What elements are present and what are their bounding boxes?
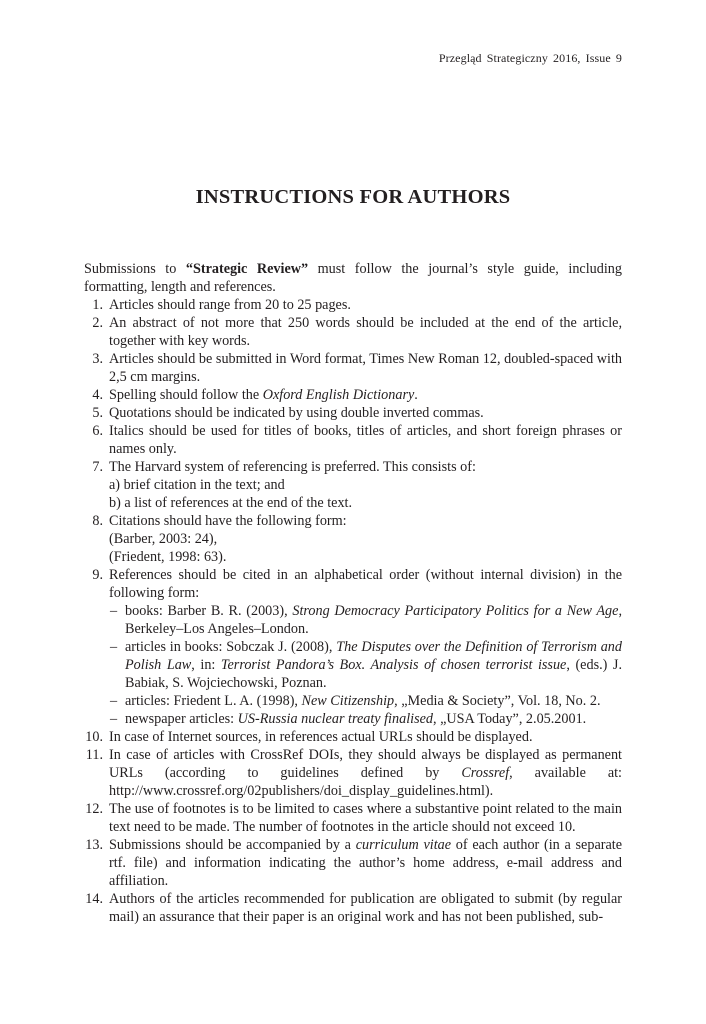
ref-title: US-Russia nuclear treaty finalised <box>237 711 433 727</box>
item-text: Italics should be used for titles of books, titles of articles, and short foreign phrases or names only. <box>109 423 622 457</box>
ref-text: , „USA Today”, 2.05.2001. <box>433 711 587 727</box>
reference-example <box>109 638 622 692</box>
item-text: , available at: http://www.crossref.org/02publishers/doi_display_guidelines.html). <box>109 765 622 799</box>
item-number: 13. <box>85 837 103 853</box>
item-number: 4. <box>92 387 103 403</box>
item-text: Submissions should be accompanied by a <box>109 837 356 853</box>
list-item <box>84 422 622 458</box>
intro-paragraph <box>84 260 622 296</box>
ref-text: , Berkeley–Los Angeles–London. <box>125 603 622 637</box>
dash-marker: – <box>110 603 118 619</box>
item-number: 9. <box>92 567 103 583</box>
item-text: Quotations should be indicated by using double inverted commas. <box>109 405 484 421</box>
list-item <box>84 386 622 404</box>
list-item <box>84 458 622 512</box>
item-number: 5. <box>92 405 103 421</box>
list-item <box>84 314 622 350</box>
instruction-list <box>84 296 622 926</box>
item-number: 6. <box>92 423 103 439</box>
intro-pre: Submissions to <box>84 261 186 277</box>
item-number: 14. <box>85 891 103 907</box>
item-number: 1. <box>92 297 103 313</box>
item-text: Articles should be submitted in Word format, Times New Roman 12, doubled-spaced with 2,5 cm margins. <box>109 351 622 385</box>
item-text: The Harvard system of referencing is preferred. This consists of: <box>109 459 476 475</box>
dash-marker: – <box>110 639 118 655</box>
item-text-italic: Oxford English Dictionary <box>262 387 415 403</box>
item-text: An abstract of not more that 250 words should be included at the end of the article, together with key words. <box>109 315 622 349</box>
dash-marker: – <box>110 711 118 727</box>
item-text: Articles should range from 20 to 25 pages. <box>109 297 351 313</box>
item-text: References should be cited in an alphabetical order (without internal division) in the following form: <box>109 567 622 601</box>
ref-text: books: Barber B. R. (2003), <box>125 603 293 619</box>
page-title: INSTRUCTIONS FOR AUTHORS <box>195 186 511 208</box>
list-item <box>84 404 622 422</box>
ref-title: New Citizenship <box>301 693 395 709</box>
list-item <box>84 728 622 746</box>
item-text-italic: Crossref <box>461 765 510 781</box>
reference-example <box>109 602 622 638</box>
list-item <box>84 746 622 800</box>
ref-title: The Disputes over the Definition of Terrorism and Polish Law <box>125 639 622 673</box>
item-number: 8. <box>92 513 103 529</box>
ref-title: Terrorist Pandora’s Box. Analysis of chosen terrorist issue <box>220 657 567 673</box>
dash-marker: – <box>110 693 118 709</box>
running-header: Przegląd Strategiczny 2016, Issue 9 <box>438 51 622 65</box>
item-text: Authors of the articles recommended for publication are obligated to submit (by regular mail) an assurance that their paper is an original work and has not been published, sub- <box>109 891 622 925</box>
list-item <box>84 800 622 836</box>
list-item <box>84 566 622 728</box>
ref-text: , (eds.) J. Babiak, S. Wojciechowski, Poznan. <box>125 657 622 691</box>
instructions-body <box>84 260 622 926</box>
item-text: Spelling should follow the <box>109 387 263 403</box>
item-number: 11. <box>85 747 103 763</box>
sub-item: b) a list of references at the end of the text. <box>109 495 353 511</box>
item-text: Citations should have the following form: <box>109 513 347 529</box>
item-number: 2. <box>92 315 103 331</box>
item-number: 7. <box>92 459 103 475</box>
list-item <box>84 512 622 566</box>
reference-example <box>109 692 622 710</box>
ref-text: , „Media & Society”, Vol. 18, No. 2. <box>394 693 601 709</box>
list-item <box>84 890 622 926</box>
citation-example: (Friedent, 1998: 63). <box>109 549 227 565</box>
item-number: 3. <box>92 351 103 367</box>
ref-text: newspaper articles: <box>125 711 238 727</box>
ref-text: articles: Friedent L. A. (1998), <box>125 693 302 709</box>
list-item <box>84 296 622 314</box>
sub-item: a) brief citation in the text; and <box>109 477 285 493</box>
item-text-italic: curriculum vitae <box>355 837 452 853</box>
item-number: 12. <box>85 801 103 817</box>
reference-examples <box>109 602 622 728</box>
item-text: In case of Internet sources, in references actual URLs should be displayed. <box>109 729 533 745</box>
list-item <box>84 836 622 890</box>
list-item <box>84 350 622 386</box>
intro-post: must follow the journal’s style guide, including formatting, length and references. <box>84 261 622 295</box>
ref-title: Strong Democracy Participatory Politics for a New Age <box>292 603 619 619</box>
item-text: In case of articles with CrossRef DOIs, they should always be displayed as permanent URLs (according to guidelines defined by <box>109 747 622 781</box>
item-text: of each author (in a separate rtf. file) and information indicating the author’s home address, e-mail address and affiliation. <box>109 837 622 889</box>
item-text: . <box>414 387 418 403</box>
citation-example: (Barber, 2003: 24), <box>109 531 218 547</box>
journal-name: “Strategic Review” <box>185 261 309 277</box>
item-number: 10. <box>85 729 103 745</box>
ref-text: , in: <box>191 657 221 673</box>
reference-example <box>109 710 622 728</box>
ref-text: articles in books: Sobczak J. (2008), <box>125 639 337 655</box>
item-text: The use of footnotes is to be limited to cases where a substantive point related to the main text need to be made. The number of footnotes in the article should not exceed 10. <box>109 801 622 835</box>
